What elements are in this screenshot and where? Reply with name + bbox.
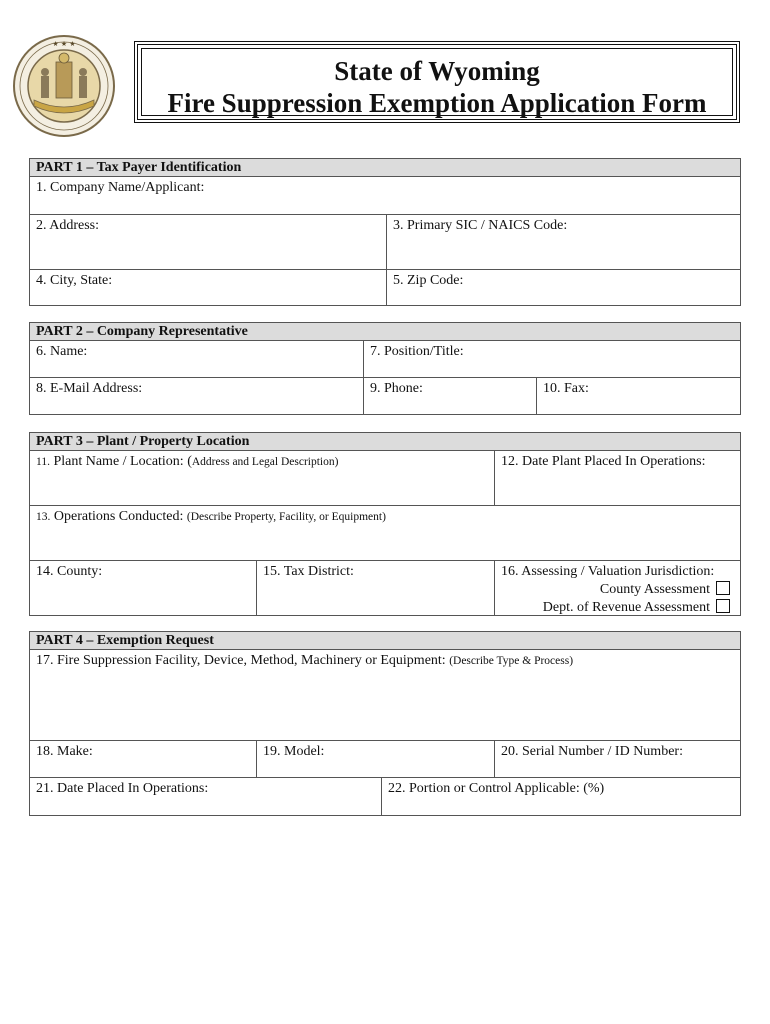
svg-text:★ ★ ★: ★ ★ ★ — [52, 40, 76, 48]
plant-location-note: Address and Legal Description) — [191, 456, 339, 468]
county-assessment-label: County Assessment — [599, 582, 710, 597]
operations-number: 13. — [36, 511, 51, 523]
city-state-label: 4. City, State: — [36, 273, 113, 288]
phone-label: 9. Phone: — [370, 381, 423, 396]
part2-section — [29, 322, 741, 415]
position-title-field[interactable] — [363, 341, 740, 377]
company-name-label: 1. Company Name/Applicant: — [36, 180, 205, 195]
serial-number-label: 20. Serial Number / ID Number: — [501, 744, 683, 759]
zip-code-field[interactable] — [386, 270, 740, 305]
form-title-line1: State of Wyoming — [334, 56, 540, 86]
sic-naics-label: 3. Primary SIC / NAICS Code: — [393, 218, 568, 233]
date-placed-field[interactable] — [30, 778, 381, 815]
address-field[interactable] — [30, 215, 386, 269]
tax-district-label: 15. Tax District: — [263, 564, 354, 579]
part1-heading: PART 1 – Tax Payer Identification — [30, 159, 740, 177]
make-field[interactable] — [30, 741, 256, 777]
operations-label: Operations Conducted: — [53, 509, 184, 524]
portion-applicable-label: 22. Portion or Control Applicable: (%) — [388, 781, 605, 796]
part2-heading: PART 2 – Company Representative — [30, 323, 740, 341]
date-placed-label: 21. Date Placed In Operations: — [36, 781, 209, 796]
part4-section — [29, 631, 741, 816]
jurisdiction-field — [494, 561, 740, 615]
fax-field[interactable] — [536, 378, 740, 414]
part3-section — [29, 432, 741, 616]
dor-assessment-label: Dept. of Revenue Assessment — [542, 600, 710, 615]
plant-location-label: Plant Name / Location: ( — [53, 454, 192, 469]
phone-field[interactable] — [363, 378, 536, 414]
title-box — [134, 41, 740, 123]
city-state-field[interactable] — [30, 270, 386, 305]
dor-assessment-checkbox[interactable] — [716, 599, 730, 613]
email-label: 8. E-Mail Address: — [36, 381, 143, 396]
jurisdiction-label: 16. Assessing / Valuation Jurisdiction: — [501, 564, 715, 579]
model-field[interactable] — [256, 741, 494, 777]
part1-section — [29, 158, 741, 306]
operations-conducted-field[interactable] — [30, 506, 740, 560]
make-label: 18. Make: — [36, 744, 93, 759]
equipment-label: 17. Fire Suppression Facility, Device, Method, Machinery or Equipment: — [36, 653, 446, 668]
tax-district-field[interactable] — [256, 561, 494, 615]
county-field[interactable] — [30, 561, 256, 615]
state-seal-logo — [12, 34, 116, 138]
model-label: 19. Model: — [263, 744, 325, 759]
plant-location-number: 11. — [36, 456, 50, 468]
part4-heading: PART 4 – Exemption Request — [30, 632, 740, 650]
rep-name-label: 6. Name: — [36, 344, 88, 359]
plant-location-field[interactable] — [30, 451, 494, 505]
position-title-label: 7. Position/Title: — [370, 344, 464, 359]
email-field[interactable] — [30, 378, 363, 414]
date-plant-placed-label: 12. Date Plant Placed In Operations: — [501, 454, 706, 469]
portion-applicable-field[interactable] — [381, 778, 740, 815]
sic-naics-field[interactable] — [386, 215, 740, 269]
county-assessment-option[interactable] — [501, 581, 730, 599]
date-plant-placed-field[interactable] — [494, 451, 740, 505]
serial-number-field[interactable] — [494, 741, 740, 777]
zip-code-label: 5. Zip Code: — [393, 273, 464, 288]
form-title-line2: Fire Suppression Exemption Application Form — [167, 88, 707, 118]
fax-label: 10. Fax: — [543, 381, 589, 396]
equipment-note: (Describe Type & Process) — [449, 655, 574, 667]
rep-name-field[interactable] — [30, 341, 363, 377]
operations-note: (Describe Property, Facility, or Equipment) — [186, 511, 386, 523]
company-name-field[interactable] — [30, 177, 740, 214]
address-label: 2. Address: — [36, 218, 99, 233]
part3-heading: PART 3 – Plant / Property Location — [30, 433, 740, 451]
fire-suppression-equipment-field[interactable] — [30, 650, 740, 740]
county-label: 14. County: — [36, 564, 103, 579]
county-assessment-checkbox[interactable] — [716, 581, 730, 595]
dor-assessment-option[interactable] — [501, 599, 730, 617]
